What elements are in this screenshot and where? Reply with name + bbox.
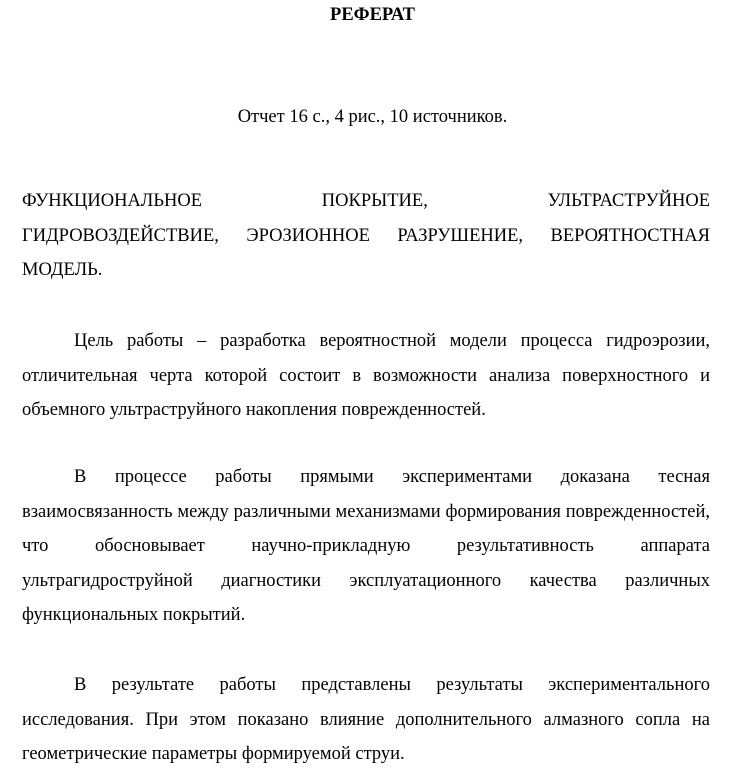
process-paragraph: В процессе работы прямыми экспериментами доказана тесная взаимосвязанность между различными механизмами формирования поврежденностей, что обосновывает научно-прикладную результативность аппарата ультрагидроструйной диагностики эксплуатационного качества различных функциональных покрытий.	[22, 467, 710, 625]
goal-paragraph: Цель работы – разработка вероятностной модели процесса гидроэрозии, отличительная черта которой состоит в возможности анализа поверхностного и объемного ультраструйного накопления поврежденностей.	[22, 331, 710, 420]
keywords-line-2: ГИДРОВОЗДЕЙСТВИЕ, ЭРОЗИОННОЕ РАЗРУШЕНИЕ, ВЕРОЯТНОСТНАЯ	[22, 225, 710, 246]
page-title: РЕФЕРАТ	[330, 5, 415, 25]
keywords-line-1: ФУНКЦИОНАЛЬНОЕ ПОКРЫТИЕ, УЛЬТРАСТРУЙНОЕ	[22, 191, 710, 211]
result-paragraph: В результате работы представлены результаты экспериментального исследования. При этом показано влияние дополнительного алмазного сопла на геометрические параметры формируемой струи.	[22, 675, 710, 764]
report-summary: Отчет 16 с., 4 рис., 10 источников.	[237, 107, 508, 127]
keywords-paragraph	[22, 184, 710, 288]
keywords-line-3: МОДЕЛЬ.	[22, 260, 103, 280]
